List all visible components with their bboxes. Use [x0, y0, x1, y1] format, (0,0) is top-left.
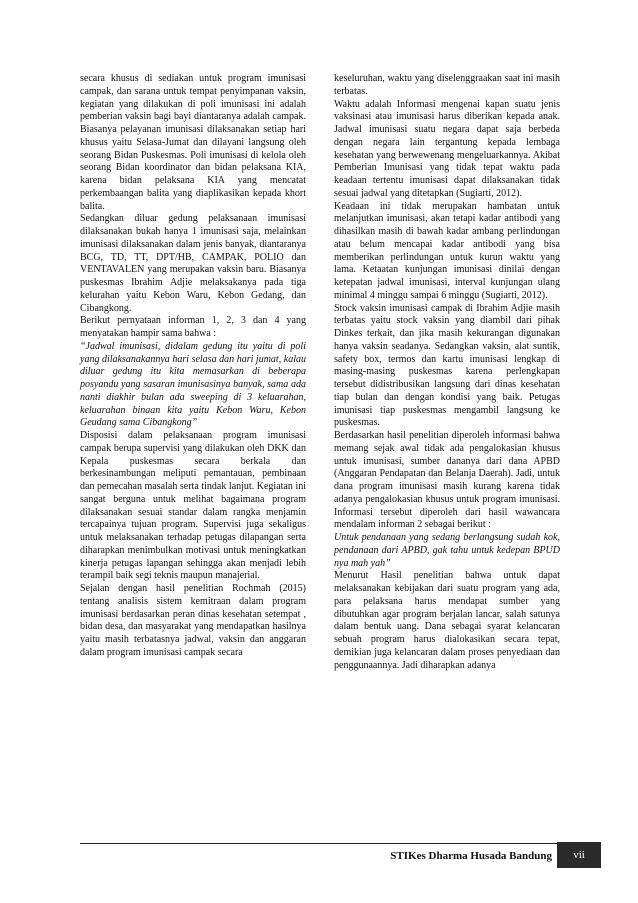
- left-column: [80, 73, 306, 660]
- paragraph: Sejalan dengan hasil penelitian Rochmah (2015) tentang analisis sistem kemitraan dalam program imunisasi berdasarkan peran dinas kesehatan setempat , bidan desa, dan masyarakat yang mendapatkan hasilnya yaitu masih terbatasnya jadwal, vaksin dan anggaran dalam program imunisasi campak secara: [80, 583, 306, 658]
- paragraph: secara khusus di sediakan untuk program imunisasi campak, dan sarana untuk tempat penyimpanan vaksin, kegiatan yang dilakukan di poli imunisasi ini adalah pemberian vaksin bagi bayi diantaranya adalah campak. Biasanya pelayanan imunisasi dilaksanakan setiap hari khusus yaitu Selasa-Jumat dan dilayani langsung oleh seorang Bidan Puskesmas. Poli imunisasi di kelola oleh seorang Bidan koordinator dan bidan pelaksana KIA, karena bidan pelaksana KIA yang mencatat perkembaangan balita yang diaplikasikan kepada khort balita.: [80, 73, 306, 212]
- right-column: [334, 73, 560, 672]
- paragraph: Waktu adalah Informasi mengenai kapan suatu jenis vaksinasi atau imunisasi harus diberikan kepada anak. Jadwal imunisasi suatu negara dapat saja berbeda dengan negara lain tergantung kepada lembaga kesehatan yang berwewenang mengeluarkannya. Akibat Pemberian Imunisasi yang tidak tepat waktu pada keadaan tertentu imunisasi dapat dilaksanakan tidak sesuai jadwal yang ditetapkan (Sugiarti, 2012).: [334, 98, 560, 199]
- paragraph: Sedangkan diluar gedung pelaksanaan imunisasi dilaksanakan bukah hanya 1 imunisasi saja, melainkan imunisasi dilaksanakan dalam jenis banyak, diantaranya BCG, TD, TT, DPT/HB, CAMPAK, POLIO dan VENTAVALEN yang merupakan vaksin baru. Biasanya puskesmas Ibrahim Adjie melaksakanya pada tiga kelurahan yaitu Kebon Waru, Kebon Gedang, dan Cibangkong.: [80, 213, 306, 314]
- paragraph: Berdasarkan hasil penelitian diperoleh informasi bahwa memang sejak awal tidak ada pengalokasian khusus untuk imunisasi, sumber dananya dari dana APBD (Anggaran Pendapatan dan Belanja Daerah). Jadi, untuk dana program imunisasi masih kurang karena tidak adanya pengalokasian khusus untuk program imunisasi. Informasi tersebut diperoleh dari hasil wawancara mendalam informan 2 sebagai berikut :: [334, 430, 560, 531]
- page-number: vii: [557, 842, 601, 868]
- paragraph: Menurut Hasil penelitian bahwa untuk dapat melaksanakan kebijakan dari suatu program yang ada, para pelaksana harus mendapat sumber yang dibutuhkan agar program berjalan lancar, salah satunya dalam bentuk uang. Dana sebagai syarat kelancaran sebuah program harus dialokasikan secara tepat, demikian juga kelancaran dalam proses penyediaan dan penggunaannya. Jadi diharapkan adanya: [334, 570, 560, 671]
- footer-institution: STIKes Dharma Husada Bandung: [390, 850, 552, 862]
- paragraph: keseluruhan, waktu yang diselenggraakan saat ini masih terbatas.: [334, 73, 560, 97]
- paragraph: Berikut pernyataan informan 1, 2, 3 dan 4 yang menyatakan hampir sama bahwa :: [80, 315, 306, 339]
- paragraph: Disposisi dalam pelaksanaan program imunisasi campak berupa supervisi yang dilakukan oleh DKK dan Kepala puskesmas secara berkala dan berkesinambungan meliputi pemantauan, pembinaan dan pemecahan masalah serta tindak lanjut. Kegiatan ini sangat berguna untuk melihat bagaimana program dilaksanakan sesuai standar dalam rangka menjamin tercapainya tujuan program. Supervisi juga sekaligus untuk melaksanakan terhadap petugas dilapangan serta diharapkan menimbulkan motivasi untuk meningkatkan kinerja petugas lapangan sehingga akan menjadi lebih terampil baik segi teknis maupun manajerial.: [80, 430, 306, 582]
- footer-rule: [80, 843, 558, 844]
- interview-quote: Untuk pendanaan yang sedang berlangsung sudah kok, pendanaan dari APBD, gak tahu untuk kedepan BPUD nya mah yah”: [334, 532, 560, 569]
- paragraph: Stock vaksin imunisasi campak di Ibrahim Adjie masih terbatas yaitu stock vaksin yang diambil dari pihak Dinkes terkait, dan jika masih kekurangan digunakan hanya vaksin seadanya. Sedangkan vaksin, alat suntik, safety box, termos dan kartu imunisasi lengkap di masing-masing puskesmas karena perlengkapan tersebut didistribusikan langsung dari dinas kesehatan tiap bulan dan dengan kondisi yang baik. Petugas imunisasi tiap puskesmas mengambil langsung ke puskesmas.: [334, 302, 560, 429]
- paragraph: Keadaan ini tidak merupakan hambatan untuk melanjutkan imunisasi, akan tetapi kadar antibodi yang dihasilkan masih di bawah kadar ambang perlindungan atau belum mencapai kadar antibodi yang bisa memberikan perlindungan untuk kurun waktu yang lama. Ketaatan kunjungan imunisasi dinilai dengan ketepatan jadwal imunisasi, interval kunjungan ulang minimal 4 minggu sampai 6 minggu (Sugiarti, 2012).: [334, 200, 560, 301]
- interview-quote: “Jadwal imunisasi, didalam gedung itu yaitu di poli yang dilaksanakannya hari selasa dan hari jumat, kalau diluar gedung itu kita memasarkan di beberapa posyandu yang sasaran imunisasinya banyak, sama ada nanti diakhir bulan ada sweeping di 3 keluarahan, keluarahan binaan kita yaitu Kebon Waru, Kebon Geudang sama Cibangkong”: [80, 340, 306, 429]
